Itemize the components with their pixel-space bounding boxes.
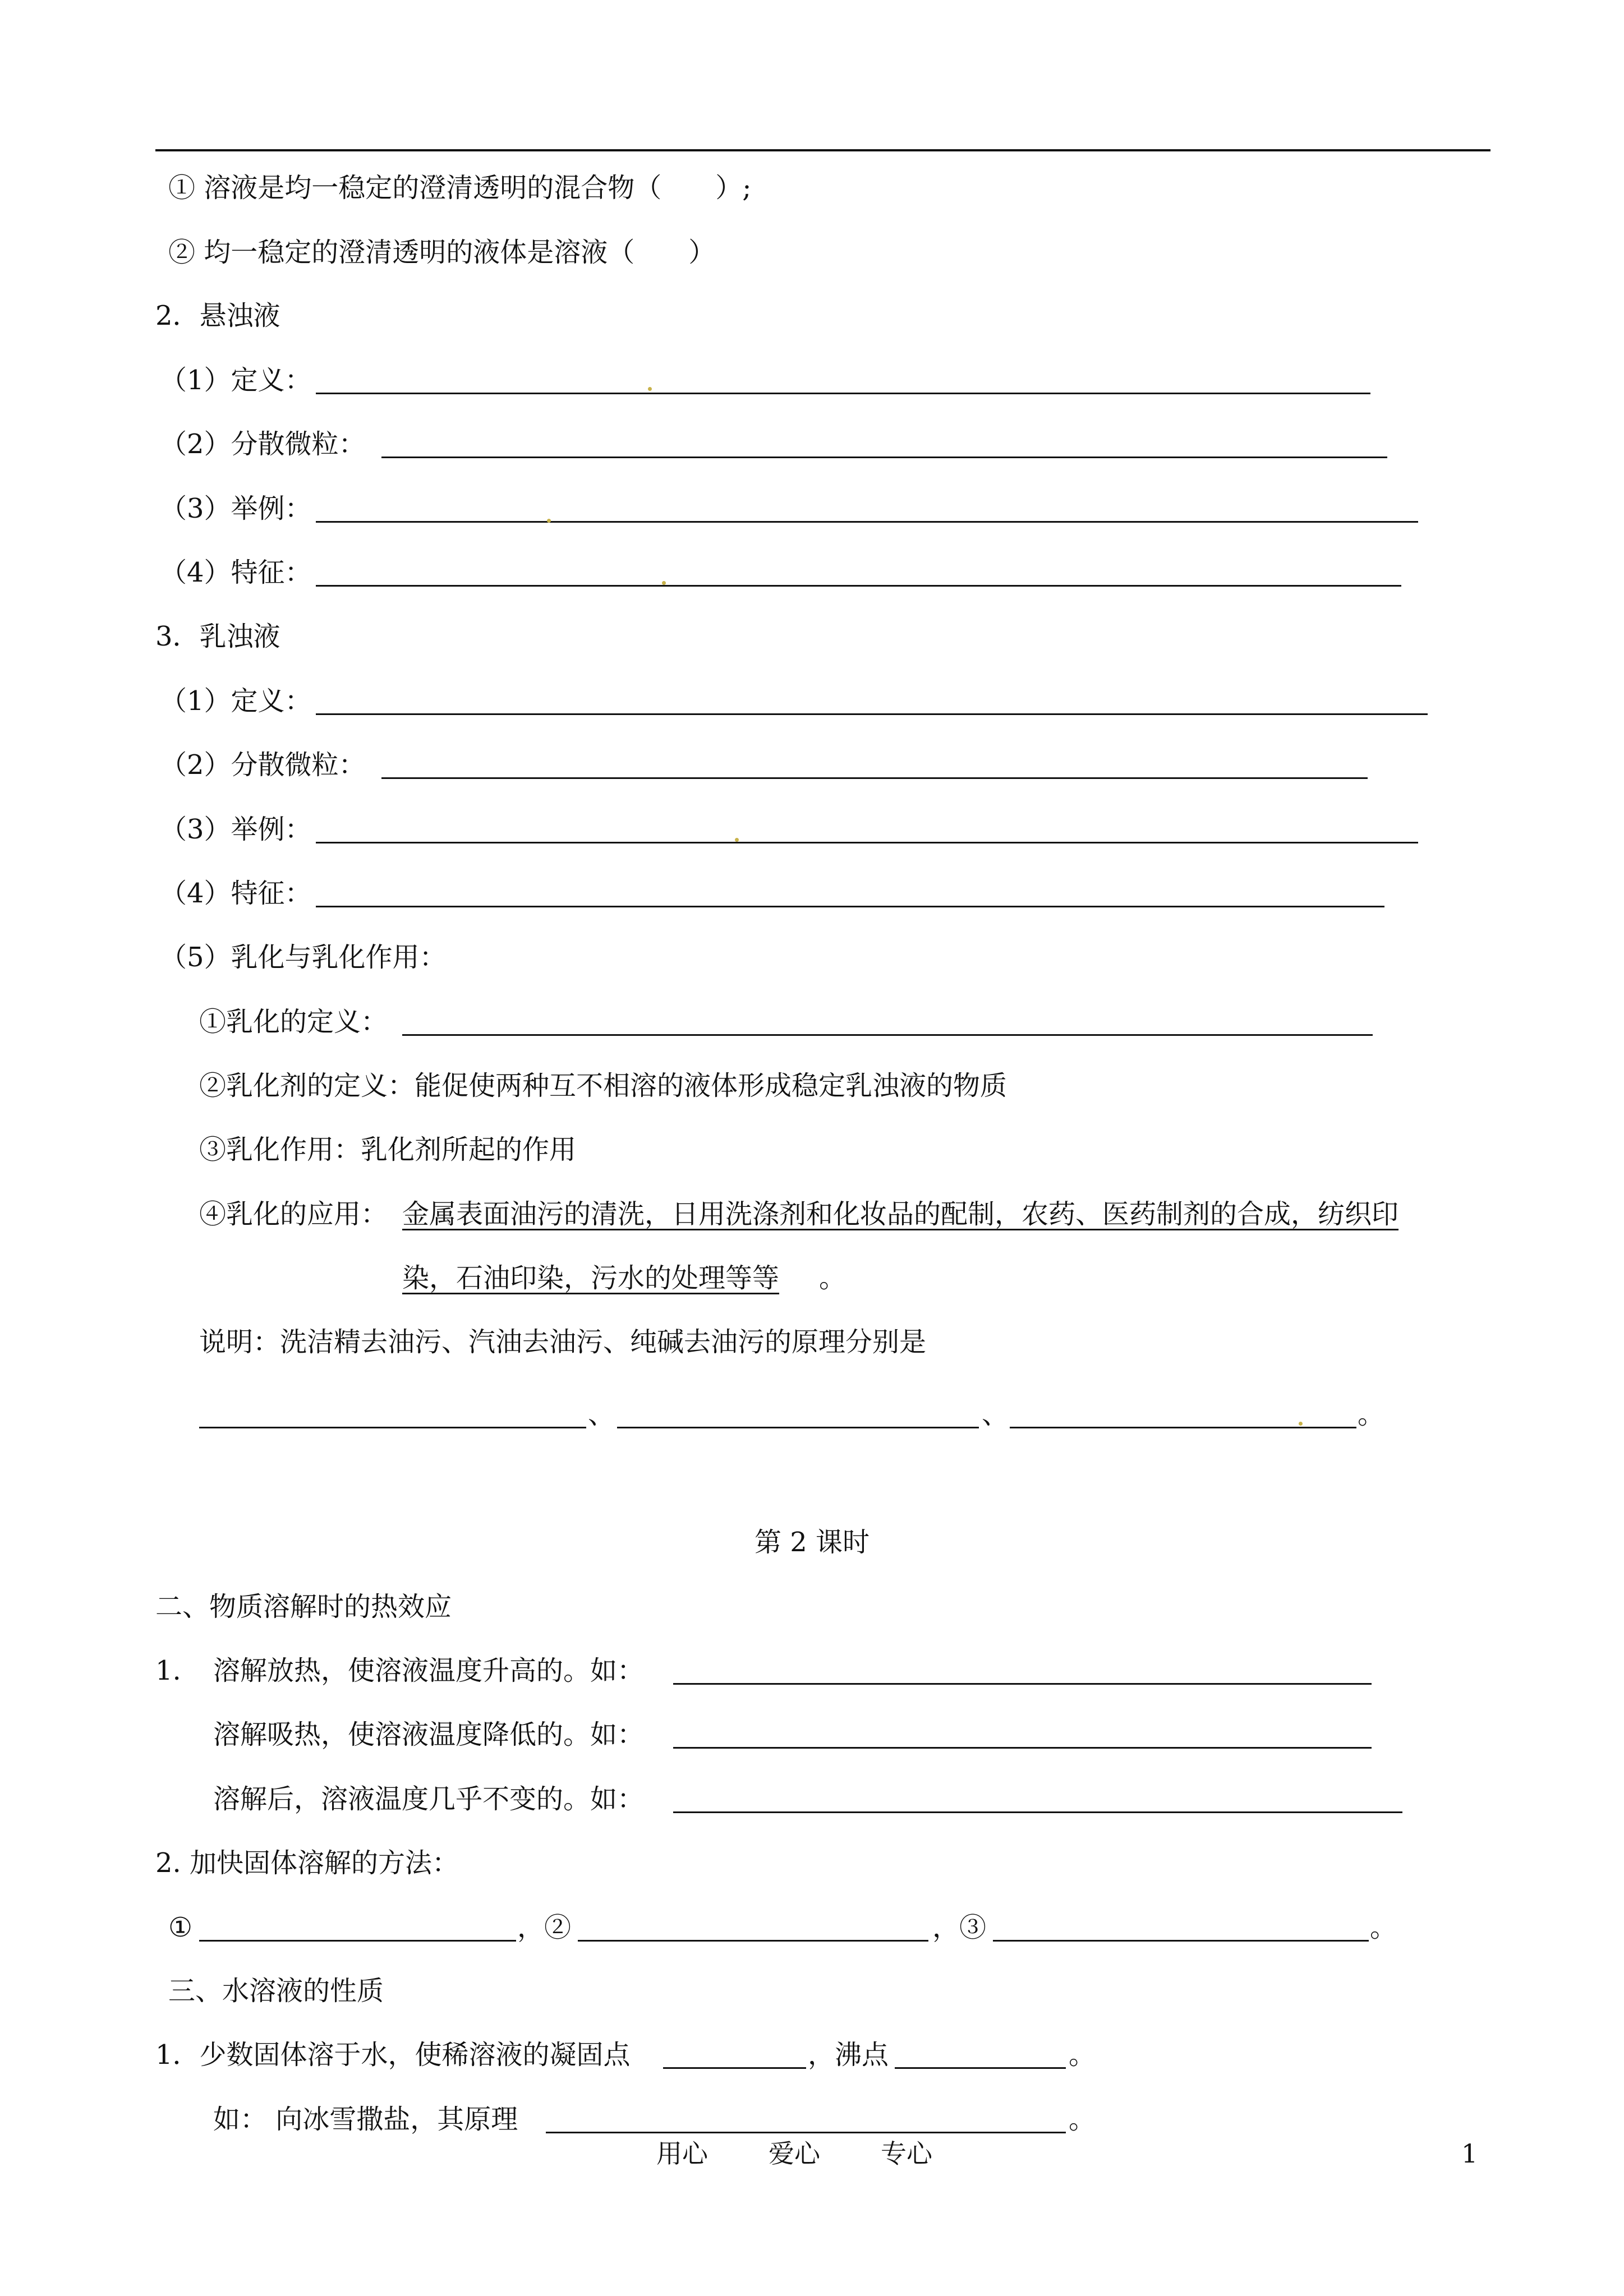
answer-blank[interactable] (895, 2067, 1066, 2069)
emulsion-definition (0, 673, 1624, 729)
answer-blank[interactable] (316, 713, 1428, 715)
answer-blank[interactable] (199, 1940, 516, 1942)
answer-blank[interactable] (673, 1747, 1372, 1749)
scan-speck (648, 387, 652, 391)
emulsification-definition-label: ①乳化的定义： (199, 1006, 388, 1038)
answer-blank[interactable] (381, 777, 1368, 779)
dissolve-methods (0, 1899, 1624, 1956)
degreasing-note (0, 1314, 1624, 1370)
answer-blank[interactable] (578, 1940, 928, 1942)
emulsification-application-text-1: 金属表面油污的清洗，日用洗涤剂和化妆品的配制，农药、医药制剂的合成，纺织印 (402, 1198, 1399, 1230)
emulsion-example-label: （3）举例： (160, 814, 312, 845)
footer-text-3: 专心 (881, 2138, 932, 2169)
answer-blank[interactable] (199, 1427, 586, 1428)
emulsion-feature-label: （4）特征： (160, 878, 312, 909)
emulsifying-action-text: ③乳化作用：乳化剂所起的作用 (199, 1134, 577, 1165)
emulsion-feature (0, 865, 1624, 921)
footer-text-2: 爱心 (769, 2138, 820, 2169)
question-1-text: ① 溶液是均一稳定的澄清透明的混合物（ ）; (168, 172, 752, 204)
heat-absorb (0, 1707, 1624, 1763)
section-heat-effect (0, 1579, 1624, 1635)
heat-release (0, 1643, 1624, 1699)
page-footer (0, 2126, 1624, 2182)
answer-blank[interactable] (663, 2067, 806, 2069)
freezing-boiling (0, 2027, 1624, 2083)
emulsifier-definition-text: ②乳化剂的定义：能促使两种互不相溶的液体形成稳定乳浊液的物质 (199, 1070, 1007, 1101)
answer-blank[interactable] (673, 1683, 1372, 1685)
emulsification-definition (0, 994, 1624, 1050)
answer-blank[interactable] (316, 842, 1418, 843)
suspension-heading-text: 2．悬浊液 (155, 300, 280, 331)
boiling-point-text: ，沸点 (808, 2039, 889, 2071)
question-1 (0, 160, 1624, 216)
suspension-heading (0, 288, 1624, 344)
salt-example-text: 如： 向冰雪撒盐，其原理 (213, 2104, 518, 2135)
emulsion-heading-text: 3．乳浊液 (155, 621, 280, 652)
item-number: 1. (155, 1655, 181, 1686)
emulsion-particles-label: （2）分散微粒： (160, 749, 366, 781)
answer-blank[interactable] (1010, 1427, 1356, 1428)
freezing-boiling-text: 1．少数固体溶于水，使稀溶液的凝固点 (155, 2039, 631, 2071)
suspension-example (0, 481, 1624, 537)
suspension-definition (0, 352, 1624, 408)
suspension-particles (0, 416, 1624, 472)
separator: 、 (588, 1399, 615, 1430)
scan-speck (735, 838, 739, 842)
period: 。 (819, 1262, 846, 1294)
emulsion-particles (0, 737, 1624, 793)
section-heat-effect-title: 二、物质溶解时的热效应 (155, 1591, 452, 1622)
lesson-title: 第 2 课时 (754, 1527, 870, 1558)
heat-absorb-text: 溶解吸热，使溶液温度降低的。如： (213, 1719, 645, 1750)
heat-neutral-text: 溶解后，溶液温度几乎不变的。如： (213, 1783, 645, 1815)
answer-blank[interactable] (673, 1811, 1402, 1813)
section-solution-properties-title: 三、水溶液的性质 (168, 1975, 384, 2007)
emulsifier-definition (0, 1058, 1624, 1114)
period: 。 (1069, 2039, 1096, 2071)
emulsification-application (0, 1186, 1624, 1242)
scan-speck (1299, 1422, 1303, 1426)
header-rule (155, 149, 1490, 151)
suspension-example-label: （3）举例： (160, 493, 312, 524)
emulsification-application-label: ④乳化的应用： (199, 1198, 388, 1230)
question-2-text: ② 均一稳定的澄清透明的液体是溶液（ ） (168, 237, 716, 268)
scan-speck (547, 519, 551, 523)
heat-release-text: 溶解放热，使溶液温度升高的。如： (213, 1655, 645, 1686)
degreasing-note-text: 说明：洗洁精去油污、汽油去油污、纯碱去油污的原理分别是 (199, 1326, 927, 1358)
answer-blank[interactable] (402, 1034, 1373, 1036)
period: 。 (1069, 2104, 1096, 2135)
answer-blank[interactable] (316, 393, 1370, 394)
emulsion-definition-label: （1）定义： (160, 685, 312, 717)
heat-neutral (0, 1771, 1624, 1827)
emulsification-heading-text: （5）乳化与乳化作用： (160, 942, 447, 973)
suspension-particles-label: （2）分散微粒： (160, 428, 366, 460)
emulsification-application-cont (0, 1250, 1624, 1306)
section-solution-properties (0, 1963, 1624, 2019)
period: 。 (1358, 1399, 1385, 1430)
method-3-marker: ，③ (932, 1912, 987, 1943)
method-2-marker: ，② (517, 1912, 572, 1943)
answer-blank[interactable] (316, 585, 1401, 587)
emulsification-application-text-2: 染，石油印染，污水的处理等等 (402, 1262, 780, 1294)
suspension-definition-label: （1）定义： (160, 365, 312, 396)
emulsification-heading (0, 929, 1624, 985)
emulsion-heading (0, 608, 1624, 665)
suspension-feature (0, 545, 1624, 601)
scan-speck (662, 581, 666, 585)
emulsifying-action (0, 1122, 1624, 1178)
question-2 (0, 224, 1624, 280)
suspension-feature-label: （4）特征： (160, 557, 312, 588)
answer-blank[interactable] (617, 1427, 979, 1428)
degreasing-blanks (0, 1386, 1624, 1442)
emulsion-example (0, 801, 1624, 857)
footer-text-1: 用心 (656, 2138, 708, 2169)
separator: 、 (982, 1399, 1009, 1430)
dissolve-speed-text: 2. 加快固体溶解的方法： (155, 1847, 459, 1879)
answer-blank[interactable] (316, 521, 1418, 523)
answer-blank[interactable] (993, 1940, 1369, 1942)
answer-blank[interactable] (316, 906, 1384, 907)
period: 。 (1370, 1912, 1397, 1943)
answer-blank[interactable] (381, 457, 1387, 458)
page-number: 1 (1461, 2138, 1478, 2169)
method-1-marker: ① (168, 1912, 193, 1943)
dissolve-speed (0, 1835, 1624, 1891)
